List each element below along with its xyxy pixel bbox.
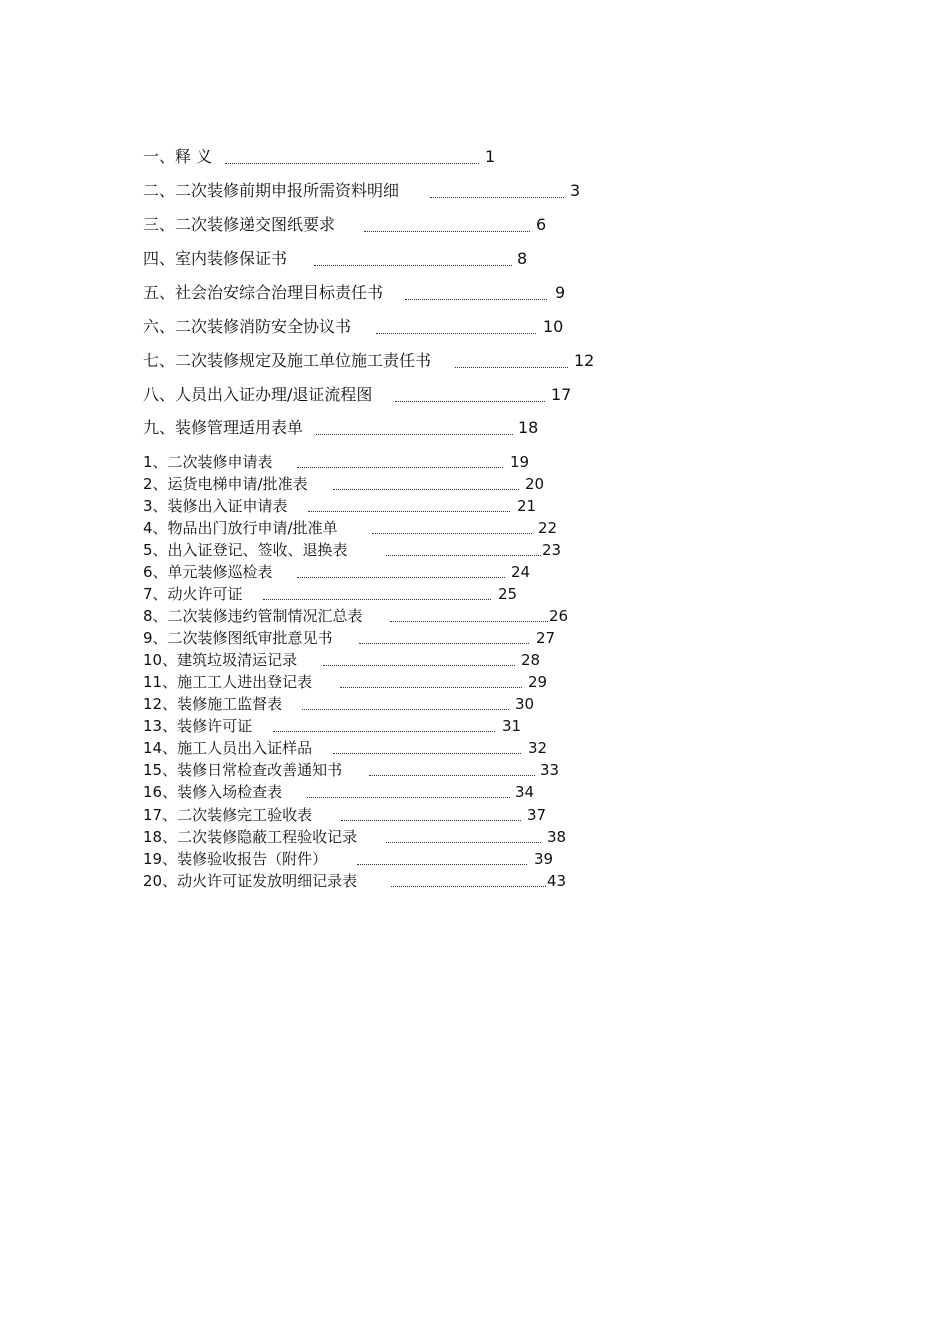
dot-leader	[263, 599, 491, 600]
dot-leader	[316, 434, 513, 435]
toc-page-number: 9	[555, 283, 566, 302]
dot-leader	[359, 643, 529, 644]
toc-title: 六、二次装修消防安全协议书	[143, 317, 352, 336]
toc-title: 10、建筑垃圾清运记录	[143, 651, 298, 669]
toc-page-number: 25	[498, 585, 518, 603]
toc-title: 2、运货电梯申请/批准表	[143, 475, 308, 493]
dot-leader	[314, 265, 512, 266]
dot-leader	[333, 753, 521, 754]
toc-page-number: 31	[502, 717, 522, 735]
toc-page-number: 10	[543, 317, 564, 336]
dot-leader	[341, 820, 521, 821]
toc-title: 17、二次装修完工验收表	[143, 806, 313, 824]
dot-leader	[297, 467, 503, 468]
toc-page-number: 33	[540, 761, 560, 779]
dot-leader	[386, 555, 541, 556]
toc-title: 5、出入证登记、签收、退换表	[143, 541, 348, 559]
dot-leader	[405, 299, 547, 300]
toc-page-number: 37	[527, 806, 547, 824]
toc-title: 一、释 义	[143, 147, 213, 166]
toc-page-number: 34	[515, 783, 535, 801]
toc-title: 四、室内装修保证书	[143, 249, 288, 268]
toc-title: 11、施工工人进出登记表	[143, 673, 313, 691]
toc-page-number: 23	[542, 541, 562, 559]
toc-page-number: 38	[547, 828, 567, 846]
toc-page-number: 32	[528, 739, 548, 757]
toc-page-number: 20	[525, 475, 545, 493]
toc-title: 14、施工人员出入证样品	[143, 739, 313, 757]
toc-page-number: 18	[518, 418, 539, 437]
toc-page-number: 3	[570, 181, 581, 200]
toc-title: 1、二次装修申请表	[143, 453, 273, 471]
toc-title: 八、人员出入证办理/退证流程图	[143, 385, 373, 404]
dot-leader	[372, 533, 532, 534]
dot-leader	[364, 231, 530, 232]
dot-leader	[376, 333, 536, 334]
toc-page-number: 30	[515, 695, 535, 713]
dot-leader	[273, 731, 495, 732]
dot-leader	[455, 367, 568, 368]
toc-page-number: 21	[517, 497, 537, 515]
toc-page-number: 27	[536, 629, 556, 647]
toc-page-number: 39	[534, 850, 554, 868]
dot-leader	[386, 842, 541, 843]
toc-title: 三、二次装修递交图纸要求	[143, 215, 336, 234]
dot-leader	[390, 621, 548, 622]
toc-page-number: 22	[538, 519, 558, 537]
toc-page-number: 6	[536, 215, 547, 234]
toc-page-number: 12	[574, 351, 595, 370]
toc-page-number: 24	[511, 563, 531, 581]
dot-leader	[302, 709, 509, 710]
dot-leader	[369, 775, 535, 776]
toc-title: 五、社会治安综合治理目标责任书	[143, 283, 384, 302]
dot-leader	[323, 665, 515, 666]
toc-title: 19、装修验收报告（附件）	[143, 850, 328, 868]
dot-leader	[225, 163, 479, 164]
toc-title: 16、装修入场检查表	[143, 783, 283, 801]
dot-leader	[308, 511, 510, 512]
toc-title: 15、装修日常检查改善通知书	[143, 761, 343, 779]
toc-page-number: 29	[528, 673, 548, 691]
dot-leader	[357, 864, 527, 865]
toc-title: 20、动火许可证发放明细记录表	[143, 872, 358, 890]
toc-title: 7、动火许可证	[143, 585, 243, 603]
toc-title: 13、装修许可证	[143, 717, 253, 735]
toc-page-number: 19	[510, 453, 530, 471]
toc-title: 3、装修出入证申请表	[143, 497, 288, 515]
toc-title: 18、二次装修隐蔽工程验收记录	[143, 828, 358, 846]
toc-title: 6、单元装修巡检表	[143, 563, 273, 581]
dot-leader	[391, 886, 546, 887]
toc-page-number: 28	[521, 651, 541, 669]
toc-title: 七、二次装修规定及施工单位施工责任书	[143, 351, 432, 370]
toc-title: 二、二次装修前期申报所需资料明细	[143, 181, 400, 200]
toc-title: 九、装修管理适用表单	[143, 418, 304, 437]
toc-page-number: 43	[547, 872, 567, 890]
dot-leader	[333, 489, 519, 490]
toc-title: 4、物品出门放行申请/批准单	[143, 519, 338, 537]
toc-page-number: 17	[551, 385, 572, 404]
dot-leader	[430, 197, 564, 198]
dot-leader	[340, 687, 522, 688]
toc-title: 12、装修施工监督表	[143, 695, 283, 713]
toc-title: 9、二次装修图纸审批意见书	[143, 629, 333, 647]
toc-page-number: 26	[549, 607, 569, 625]
dot-leader	[395, 401, 545, 402]
toc-title: 8、二次装修违约管制情况汇总表	[143, 607, 363, 625]
dot-leader	[297, 577, 505, 578]
dot-leader	[307, 797, 510, 798]
toc-page-number: 1	[485, 147, 496, 166]
toc-page-number: 8	[517, 249, 528, 268]
